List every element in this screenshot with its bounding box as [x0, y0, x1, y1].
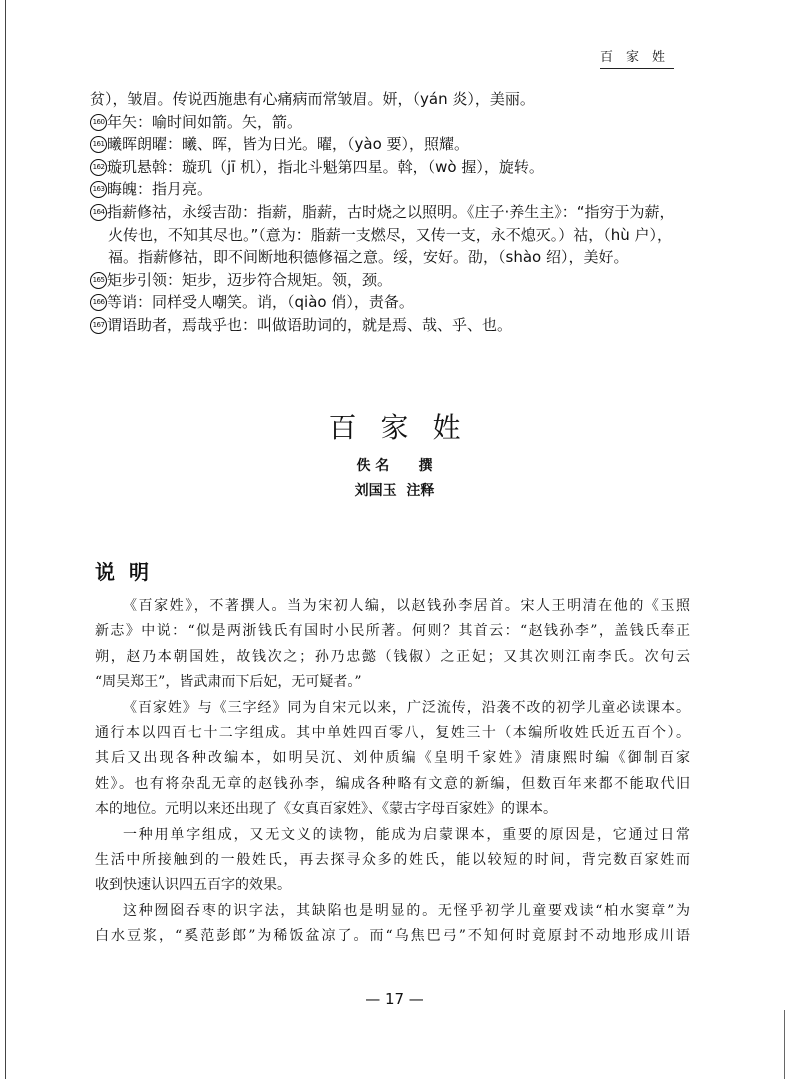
footnote-line: [90, 111, 690, 134]
footnote-number: 167: [90, 317, 107, 334]
footnote-text: 璇玑悬斡：璇玑（jī 机），指北斗魁第四星。斡，（wò 握），旋转。: [107, 157, 544, 176]
footnote-line: [90, 88, 690, 111]
author-line: 佚 名 撰: [356, 458, 433, 474]
footnote-line: [90, 224, 690, 247]
footnote-line: [90, 269, 690, 292]
section-heading: 说明: [95, 560, 163, 584]
paragraph-line: 新志》中说：“似是两浙钱氏有国时小民所著。何则？其首云：“赵钱孙李”，盖钱氏奉正: [95, 623, 690, 640]
footnote-text: 曦晖朗曜：曦、晖，皆为日光。曜，（yào 要），照耀。: [107, 135, 470, 154]
footnote-number: 163: [90, 181, 107, 198]
footnote-text: 谓语助者，焉哉乎也：叫做语助词的，就是焉、哉、乎、也。: [107, 315, 513, 334]
paragraph-line: 姓》。也有将杂乱无章的赵钱孙李，编成各种略有文意的新编，但数百年来都不能取代旧: [95, 775, 690, 792]
paragraph-line: 本的地位。元明以来还出现了《女真百家姓》、《蒙古字母百家姓》的课本。: [95, 801, 557, 818]
paragraph-line: 《百家姓》，不著撰人。当为宋初人编，以赵钱孙李居首。宋人王明清在他的《玉照: [123, 598, 690, 614]
footnote-number: 162: [90, 159, 107, 176]
footnote-text: 矩步引领：矩步，迈步符合规矩。领，颈。: [107, 270, 393, 289]
footnote-text: 火传也，不知其尽也。”（意为：脂薪一支燃尽，又传一支，永不熄灭。）祜，（hù 户），: [108, 225, 673, 244]
paragraph-line: 其后又出现各种改编本，如明吴沉、刘仲质编《皇明千家姓》清康熙时编《御制百家: [95, 750, 690, 767]
footnote-number: 166: [90, 294, 107, 311]
footnote-line: [90, 201, 690, 224]
page-number: — 17 —: [365, 990, 424, 1008]
paragraph-line: 一种用单字组成，又无文义的读物，能成为启蒙课本，重要的原因是，它通过日常: [123, 826, 690, 843]
paragraph-line: 《百家姓》与《三字经》同为自宋元以来，广泛流传，沿袭不改的初学儿童必读课本。: [123, 699, 690, 716]
paragraph-line: 这种囫囵吞枣的识字法，其缺陷也是明显的。无怪乎初学儿童要戏读“柏水窦章”为: [123, 902, 690, 919]
paragraph-line: “周吴郑王”，皆武肃而下后妃，无可疑者。”: [95, 674, 362, 691]
running-head: 百家姓: [600, 46, 674, 69]
footnote-line: [90, 291, 690, 314]
page-title: 百家姓: [328, 411, 485, 444]
paragraph-line: 收到快速认识四五百字的效果。: [95, 877, 291, 894]
footnote-number: 161: [90, 136, 107, 153]
footnote-line: [90, 178, 690, 201]
paragraph-line: 朔，赵乃本朝国姓，故钱次之；孙乃忠懿（钱俶）之正妃；又其次则江南李氏。次句云: [95, 648, 690, 665]
footnote-number: 164: [90, 204, 107, 221]
footnote-number: 160: [90, 114, 107, 131]
footnote-line: [90, 133, 690, 156]
footnotes: [90, 88, 690, 337]
footnote-text: 等诮：同样受人嘲笑。诮，（qiào 俏），责备。: [107, 293, 414, 312]
footnote-number: 165: [90, 272, 107, 289]
paragraph-line: 生活中所接触到的一般姓氏，再去探寻众多的姓氏，能以较短的时间，背完数百家姓而: [95, 851, 690, 868]
paragraph-line: 通行本以四百七十二字组成。其中单姓四百零八，复姓三十（本编所收姓氏近五百个）。: [95, 724, 690, 741]
footnote-text: 贫），皱眉。传说西施患有心痛病而常皱眉。妍，（yán 炎），美丽。: [90, 90, 535, 108]
footnote-line: [90, 246, 690, 269]
scan-edge-left: [5, 0, 6, 1079]
footnote-text: 年矢：喻时间如箭。矢，箭。: [107, 112, 303, 131]
footnote-line: [90, 314, 690, 337]
paragraph-line: 白水豆浆，“奚范彭郎”为稀饭盆凉了。而“乌焦巴弓”不知何时竟原封不动地形成川语: [95, 928, 690, 945]
footnote-line: [90, 156, 690, 179]
footnote-text: 指薪修祜，永绥吉劭：指薪，脂薪，古时烧之以照明。《庄子·养生主》：“指穷于为薪，: [107, 202, 675, 221]
body-text: [95, 594, 690, 949]
footnote-text: 福。指薪修祜，即不间断地积德修福之意。绥，安好。劭，（shào 绍），美好。: [108, 248, 629, 267]
footnote-text: 晦魄：指月亮。: [107, 180, 213, 199]
scan-edge-right: [784, 1010, 785, 1079]
annotator-line: 刘国玉 注释: [354, 483, 435, 499]
